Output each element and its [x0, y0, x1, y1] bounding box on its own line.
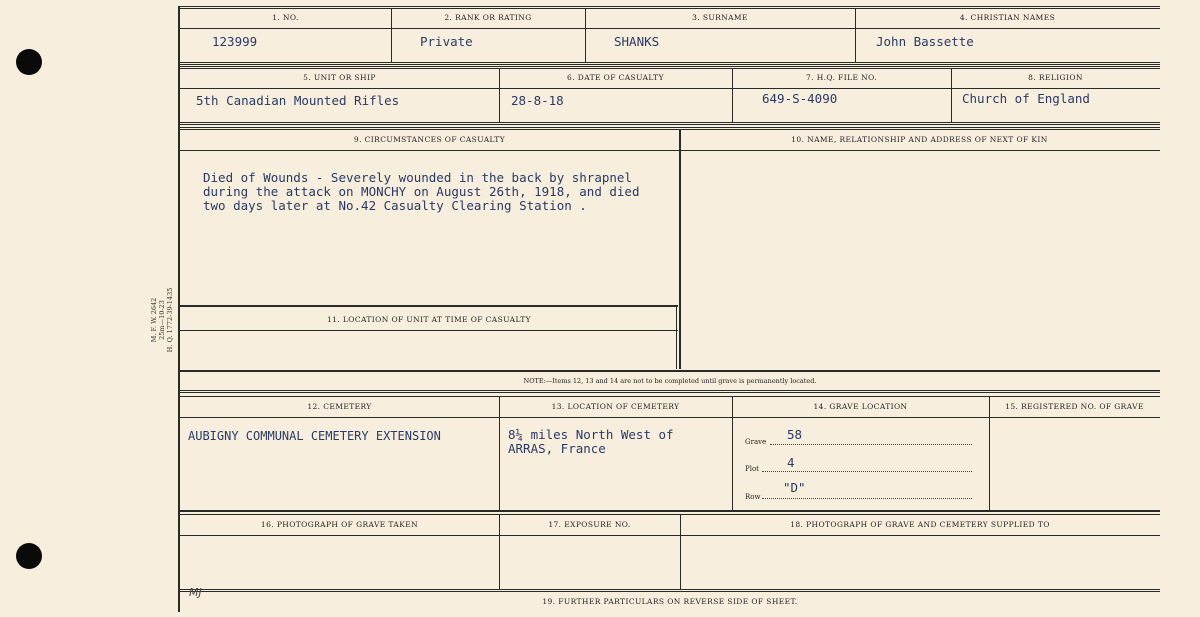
value-unit: 5th Canadian Mounted Rifles — [196, 93, 400, 108]
value-no: 123999 — [212, 34, 258, 49]
label-next-of-kin: 10. NAME, RELATIONSHIP AND ADDRESS OF NEXT OF KIN — [791, 135, 1048, 144]
row1-top-rule — [180, 6, 1160, 9]
row4-label-rule — [180, 417, 1160, 418]
handwritten-initials: MJ — [189, 586, 202, 599]
row4-divider-2 — [732, 396, 733, 510]
label-photo-taken: 16. PHOTOGRAPH OF GRAVE TAKEN — [260, 520, 419, 529]
row2-top-rule — [180, 66, 1160, 69]
row4-divider-1 — [499, 396, 500, 510]
label-unit: 5. UNIT OR SHIP — [303, 73, 376, 82]
value-circumstances: Died of Wounds - Severely wounded in the back by shrapnel during the attack on MONCHY on August 26th, 1918, and died two days later at No.42 Casualty Clearing Station . — [203, 170, 640, 213]
label-no: 1. NO. — [272, 13, 299, 22]
row5-top-rule — [180, 514, 1160, 515]
label-cemetery: 12. CEMETERY — [307, 402, 372, 411]
note-bottom-rule — [180, 390, 1160, 393]
value-cemetery: AUBIGNY COMMUNAL CEMETERY EXTENSION — [188, 429, 441, 443]
label-grave-location: 14. GRAVE LOCATION — [813, 402, 908, 411]
row2-label-rule — [180, 88, 1160, 89]
row-dotted-line — [762, 498, 972, 499]
binder-hole-top — [16, 49, 42, 75]
label-hq-file-no: 7. H.Q. FILE NO. — [805, 73, 878, 82]
label-photo-supplied: 18. PHOTOGRAPH OF GRAVE AND CEMETERY SUPPLIED TO — [790, 520, 1050, 529]
label-grave: Grave — [745, 438, 767, 446]
row3-divider — [679, 129, 681, 369]
label-rank: 2. RANK OR RATING — [444, 13, 532, 22]
value-location-of-cemetery: 8¼ miles North West of ARRAS, France — [508, 427, 674, 456]
label-further-particulars: 19. FURTHER PARTICULARS ON REVERSE SIDE OF SHEET. — [542, 597, 798, 606]
row1-label-rule — [180, 28, 1160, 29]
label-religion: 8. RELIGION — [1028, 73, 1083, 82]
row2-bottom-rule — [180, 122, 1160, 125]
note-text: NOTE:—Items 12, 13 and 14 are not to be completed until grave is permanently located. — [523, 377, 817, 385]
row4-bottom-rule — [180, 510, 1160, 512]
value-date-of-casualty: 28-8-18 — [511, 93, 564, 108]
side-note-line-3: H. Q. 1772-39-1435 — [166, 287, 174, 353]
row3-label-rule — [180, 150, 1160, 151]
row5-label-rule — [180, 535, 1160, 536]
side-note-line-1: M. F. W. 2642 — [150, 297, 158, 343]
circumstances-bottom-rule — [180, 305, 678, 307]
row3-top-rule — [180, 127, 1160, 130]
value-christian-names: John Bassette — [876, 34, 974, 49]
plot-dotted-line — [762, 471, 972, 472]
label-location-of-unit: 11. LOCATION OF UNIT AT TIME OF CASUALTY — [327, 315, 531, 324]
value-surname: SHANKS — [614, 34, 660, 49]
bottom-rule — [180, 589, 1160, 592]
label-date-of-casualty: 6. DATE OF CASUALTY — [567, 73, 664, 82]
value-rank: Private — [420, 34, 473, 49]
binder-hole-bottom — [16, 543, 42, 569]
label-registered-no: 15. REGISTERED NO. OF GRAVE — [1005, 402, 1144, 411]
value-hq-file-no: 649-S-4090 — [762, 91, 838, 106]
location-unit-label-rule — [180, 330, 678, 331]
label-surname: 3. SURNAME — [692, 13, 748, 22]
row4-top-rule — [180, 396, 1160, 397]
label-row: Row — [745, 493, 761, 501]
grave-dotted-line — [770, 444, 972, 445]
note-top-rule — [180, 370, 1160, 372]
value-row: "D" — [783, 480, 806, 495]
value-plot: 4 — [787, 455, 795, 470]
label-plot: Plot — [745, 465, 759, 473]
side-note-line-2: 25m—10-23 — [158, 300, 166, 340]
row4-divider-3 — [989, 396, 990, 510]
value-religion: Church of England — [962, 91, 1090, 106]
label-exposure-no: 17. EXPOSURE NO. — [548, 520, 631, 529]
label-circumstances: 9. CIRCUMSTANCES OF CASUALTY — [353, 135, 506, 144]
row1-bottom-rule — [180, 62, 1160, 65]
value-grave: 58 — [787, 427, 803, 442]
label-location-of-cemetery: 13. LOCATION OF CEMETERY — [551, 402, 680, 411]
label-christian-names: 4. CHRISTIAN NAMES — [959, 13, 1056, 22]
